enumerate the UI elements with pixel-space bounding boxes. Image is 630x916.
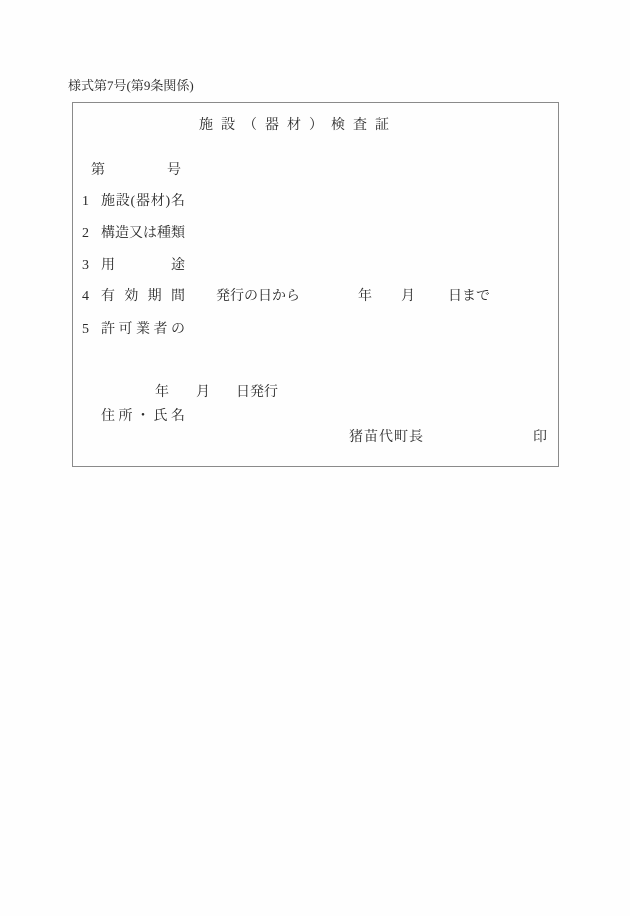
item-label: 有効期間 [101,289,185,304]
period-year-label: 年 [358,289,372,304]
item-label: 施設(器材)名 [101,194,185,209]
item-row-licensee [82,322,185,493]
item-number: 3 [82,258,89,273]
issuer-title-label: 猪苗代町長 [349,430,424,445]
certificate-box [72,102,559,467]
item-row-valid-period [82,289,490,304]
item-number: 5 [82,322,89,337]
item-number: 4 [82,289,89,304]
item-label: 用途 [101,258,185,273]
form-number-label: 様式第7号(第9条関係) [68,78,194,93]
certificate-title: 施設（器材）検査証 [199,118,397,133]
item-label-line2: 住所・氏名 [101,409,185,424]
issue-month-label: 月 [196,385,210,400]
item-row-use [82,258,185,273]
licensee-label-stack [101,322,185,493]
period-from-label: 発行の日から [216,289,300,304]
issue-date-line [155,385,278,400]
period-month-label: 月 [401,289,415,304]
number-prefix-label: 第 [91,163,105,178]
item-row-structure-type [82,226,185,241]
period-until-label: 日まで [448,289,490,304]
certificate-number-line [91,163,181,178]
item-number: 1 [82,194,89,209]
item-number: 2 [82,226,89,241]
number-suffix-label: 号 [167,163,181,178]
issue-year-label: 年 [155,385,169,400]
item-label: 構造又は種類 [101,226,185,241]
seal-placeholder: 印 [533,430,547,445]
issue-day-label: 日発行 [236,385,278,400]
item-row-facility-name [82,194,185,209]
item-label-line1: 許可業者の [101,322,185,337]
